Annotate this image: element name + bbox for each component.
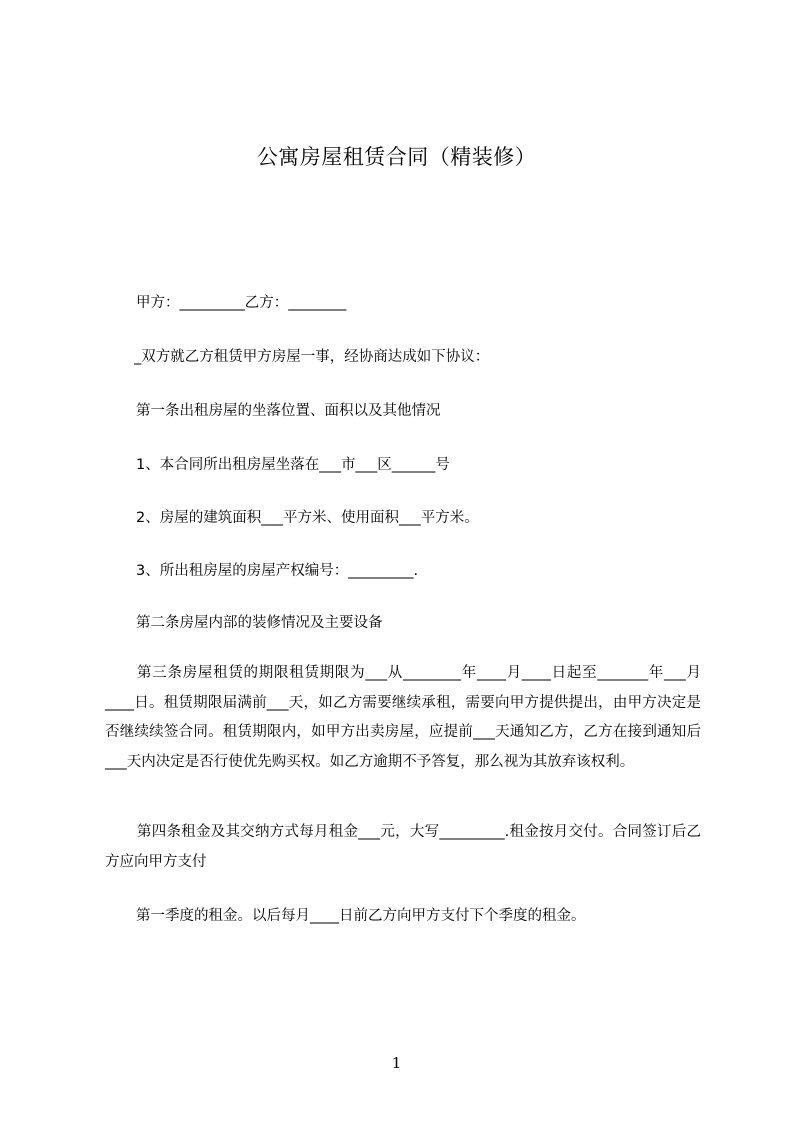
intro-paragraph: _双方就乙方租赁甲方房屋一事，经协商达成如下协议： xyxy=(134,349,490,365)
parties-line: 甲方：_________乙方：________ xyxy=(136,295,347,311)
document-title: 公寓房屋租赁合同（精装修） xyxy=(256,145,537,169)
first-quarter-paragraph: 第一季度的租金。以后每月____日前乙方向甲方支付下个季度的租金。 xyxy=(136,908,586,924)
article-4-paragraph: 第四条租金及其交纳方式每月租金___元，大写_________.租金按月交付。合同签订后乙方应向甲方支付 xyxy=(105,824,701,870)
article-1-item-2: 2、房屋的建筑面积___平方米、使用面积___平方米。 xyxy=(136,510,479,526)
article-1-heading: 第一条出租房屋的坐落位置、面积以及其他情况 xyxy=(136,403,441,419)
article-1-item-3: 3、所出租房屋的房屋产权编号：_________. xyxy=(136,563,419,579)
article-2-heading: 第二条房屋内部的装修情况及主要设备 xyxy=(136,615,383,631)
page-number: 1 xyxy=(391,1054,402,1072)
article-1-item-1: 1、本合同所出租房屋坐落在___市___区______号 xyxy=(136,457,450,473)
article-3-paragraph: 第三条房屋租赁的期限租赁期限为___从________年____月____日起至_______年___月____日。租赁期限届满前___天，如乙方需要继续承租，需要向甲方提供提出，由甲方决定是否继续续签合同。租赁期限内，如甲方出卖房屋，应提前___天通知乙方，乙方在接到通知后___天内决定是否行使优先购买权。如乙方逾期不予答复，那么视为其放弃该权利。 xyxy=(105,665,701,770)
